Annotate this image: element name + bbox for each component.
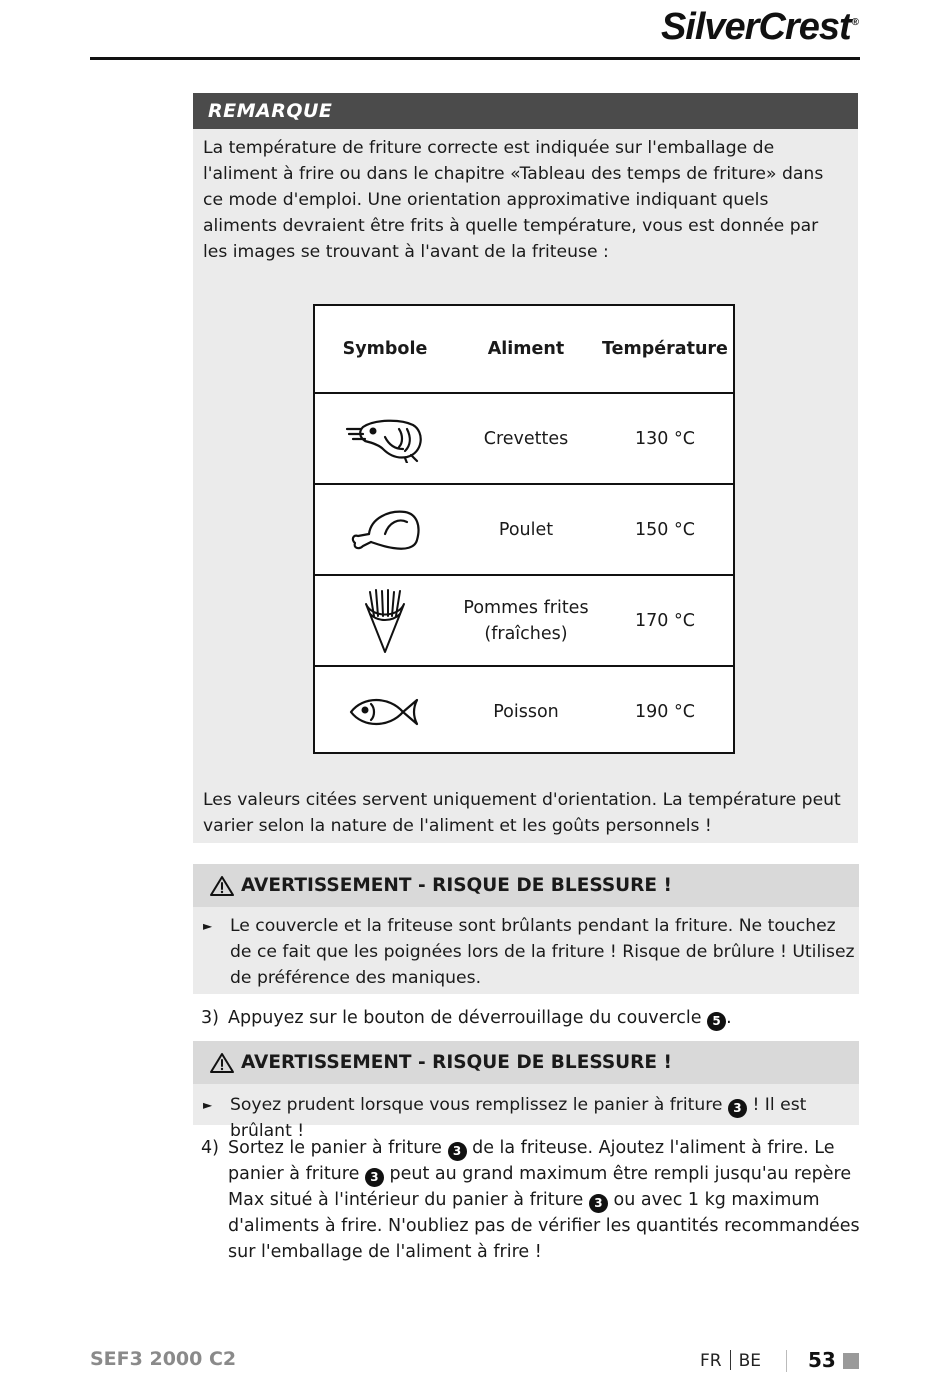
chicken-leg-icon (315, 485, 455, 574)
footer-lang-fr: FR (700, 1351, 722, 1371)
table-header-temperature: Température (602, 339, 728, 359)
warning-header (193, 864, 859, 907)
footer-languages (700, 1350, 761, 1371)
note-outro: Les valeurs citées servent uniquement d'orientation. La température peut varier selon la nature de l'aliment et les goûts personnels ! (203, 790, 841, 836)
footer-square-marker (843, 1353, 859, 1369)
table-header-food: Aliment (487, 339, 565, 359)
bullet-arrow-icon: ► (203, 919, 213, 933)
fish-icon (315, 667, 455, 756)
reference-number-badge: 5 (707, 1012, 726, 1031)
food-temperature: 150 °C (635, 519, 695, 540)
step-text: ou avec 1 kg maximum d'aliments à frire. N'oubliez pas de vérifier les quantités recommandées sur l'emballage de l'aliment à frire ! (228, 1190, 860, 1262)
fries-icon (315, 576, 455, 665)
temperature-table (313, 304, 735, 754)
footer-model: SEF3 2000 C2 (90, 1348, 237, 1370)
note-title: REMARQUE (193, 93, 858, 129)
note-box (193, 93, 858, 843)
warning-item (193, 913, 859, 991)
page-number: 53 (808, 1348, 836, 1372)
header-rule (90, 57, 860, 60)
step-text-end: . (726, 1008, 732, 1028)
bullet-arrow-icon: ► (203, 1098, 213, 1112)
footer-lang-be: BE (738, 1351, 761, 1371)
food-temperature: 190 °C (635, 701, 695, 722)
warning-triangle-icon (209, 875, 235, 897)
food-temperature: 170 °C (635, 610, 695, 631)
table-row (315, 667, 733, 756)
warning-box (193, 1041, 859, 1141)
food-name: Pommes frites (fraîches) (463, 597, 589, 644)
note-intro: La température de friture correcte est indiquée sur l'emballage de l'aliment à frire ou dans le chapitre «Tableau des temps de friture» dans ce mode d'emploi. Une orientation approximative indiquant quels aliments devraient être frits à quelle température, vous est donnée par les images se trouvant à l'avant de la friteuse : (203, 138, 824, 262)
footer-lang-separator (730, 1350, 731, 1370)
warning-box (193, 864, 859, 994)
step-text: peut au grand maximum être rempli jusqu'au repère Max situé à l'intérieur du panier à friture (228, 1164, 852, 1210)
step-3 (201, 1005, 861, 1031)
warning-header (193, 1041, 859, 1084)
step-text: de la friteuse. Ajoutez l'aliment à frire. Le panier à friture (228, 1138, 835, 1184)
table-header-symbol: Symbole (342, 339, 428, 359)
step-number: 3) (201, 1008, 219, 1028)
step-4 (201, 1135, 861, 1265)
warning-text: Le couvercle et la friteuse sont brûlants pendant la friture. Ne touchez de ce fait que les poignées lors de la friture ! Risque de brûlure ! Utilisez de préférence des maniques. (230, 916, 855, 988)
table-header-row (315, 306, 733, 394)
registered-mark: ® (851, 17, 858, 29)
warning-text-end: ! Il est brûlant ! (230, 1095, 807, 1141)
food-name: Poulet (498, 519, 554, 540)
table-row (315, 485, 733, 576)
food-temperature: 130 °C (635, 428, 695, 449)
food-name: Poisson (493, 701, 559, 722)
warning-text: Soyez prudent lorsque vous remplissez le panier à friture (230, 1095, 723, 1115)
shrimp-icon (315, 394, 455, 483)
warning-triangle-icon (209, 1052, 235, 1074)
brand-name: SilverCrest (660, 6, 851, 48)
step-text: Sortez le panier à friture (228, 1138, 442, 1158)
food-name: Crevettes (483, 428, 569, 449)
table-row (315, 576, 733, 667)
table-row (315, 394, 733, 485)
reference-number-badge: 3 (728, 1099, 747, 1118)
warning-title: AVERTISSEMENT - RISQUE DE BLESSURE ! (241, 1052, 672, 1073)
step-number: 4) (201, 1138, 219, 1158)
reference-number-badge: 3 (448, 1142, 467, 1161)
step-text: Appuyez sur le bouton de déverrouillage du couvercle (228, 1008, 702, 1028)
footer-divider (786, 1350, 787, 1372)
brand-logo (661, 6, 858, 49)
reference-number-badge: 3 (589, 1194, 608, 1213)
reference-number-badge: 3 (365, 1168, 384, 1187)
warning-title: AVERTISSEMENT - RISQUE DE BLESSURE ! (241, 875, 672, 896)
